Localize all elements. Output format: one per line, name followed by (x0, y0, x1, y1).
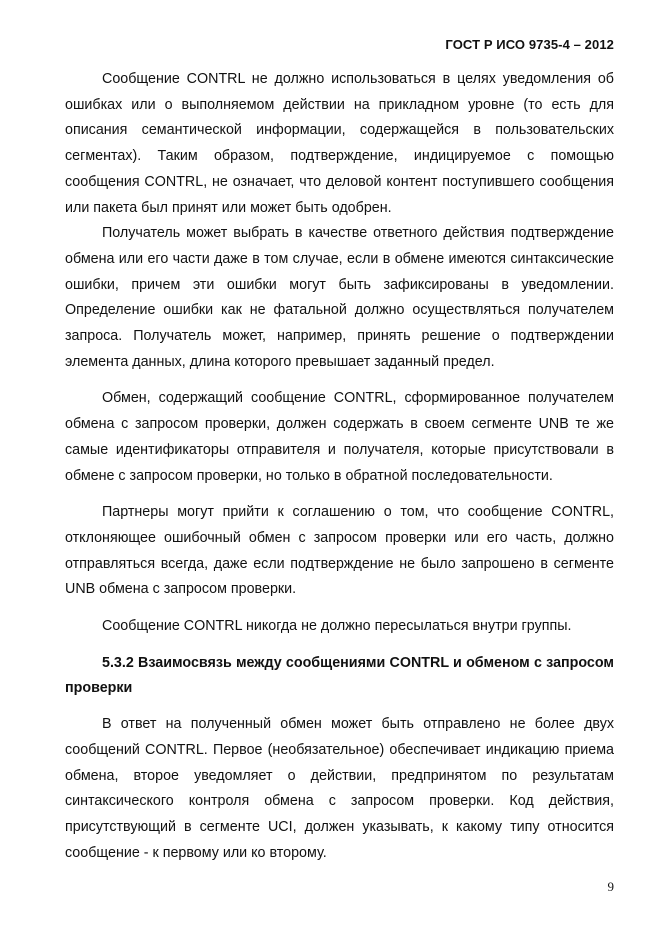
document-code-header: ГОСТ Р ИСО 9735-4 – 2012 (445, 37, 614, 52)
paragraph-unb-identifiers: Обмен, содержащий сообщение CONTRL, сформированное получателем обмена с запросом проверки, должен содержать в своем сегменте UNB те же самые идентификаторы отправителя и получателя, которые присутствовали в обмене с запросом проверки, но только в обратной последовательности. (65, 390, 614, 484)
page-number: 9 (607, 879, 614, 894)
section-heading: 5.3.2 Взаимосвязь между сообщениями CONTRL и обменом с запросом проверки (65, 654, 614, 697)
paragraph-partner-agreement: Партнеры могут прийти к соглашению о том, что сообщение CONTRL, отклоняющее ошибочный обмен с запросом проверки или его часть, должно отправляться всегда, даже если подтверждение не было запрошено в сегменте UNB обмена с запросом проверки. (65, 504, 614, 598)
paragraph-group-forwarding: Сообщение CONTRL никогда не должно пересылаться внутри группы. (102, 618, 572, 635)
paragraph-contrl-purpose: Сообщение CONTRL не должно использоваться в целях уведомления об ошибках или о выполняемом действии на прикладном уровне (то есть для описания семантической информации, содержащейся в пользовательских сегментах). Таким образом, подтверждение, индицируемое с помощью сообщения CONTRL, не означает, что деловой контент поступившего сообщения или пакета был принят или может быть одобрен. (65, 71, 614, 216)
paragraph-section-body: В ответ на полученный обмен может быть отправлено не более двух сообщений CONTRL. Первое (необязательное) обеспечивает индикацию приема обмена, второе уведомляет о действии, предпринятом по результатам синтаксического контроля обмена с запросом проверки. Код действия, присутствующий в сегменте UCI, должен указывать, к какому типу относится сообщение - к первому или ко второму. (65, 716, 614, 861)
document-body (65, 67, 614, 866)
paragraph-receiver-acknowledgement: Получатель может выбрать в качестве ответного действия подтверждение обмена или его части даже в том случае, если в обмене имеются синтаксические ошибки, причем эти ошибки могут быть зафиксированы в уведомлении. Определение ошибки как не фатальной должно осуществляться получателем запроса. Получатель может, например, принять решение о подтверждении элемента данных, длина которого превышает заданный предел. (65, 225, 614, 370)
